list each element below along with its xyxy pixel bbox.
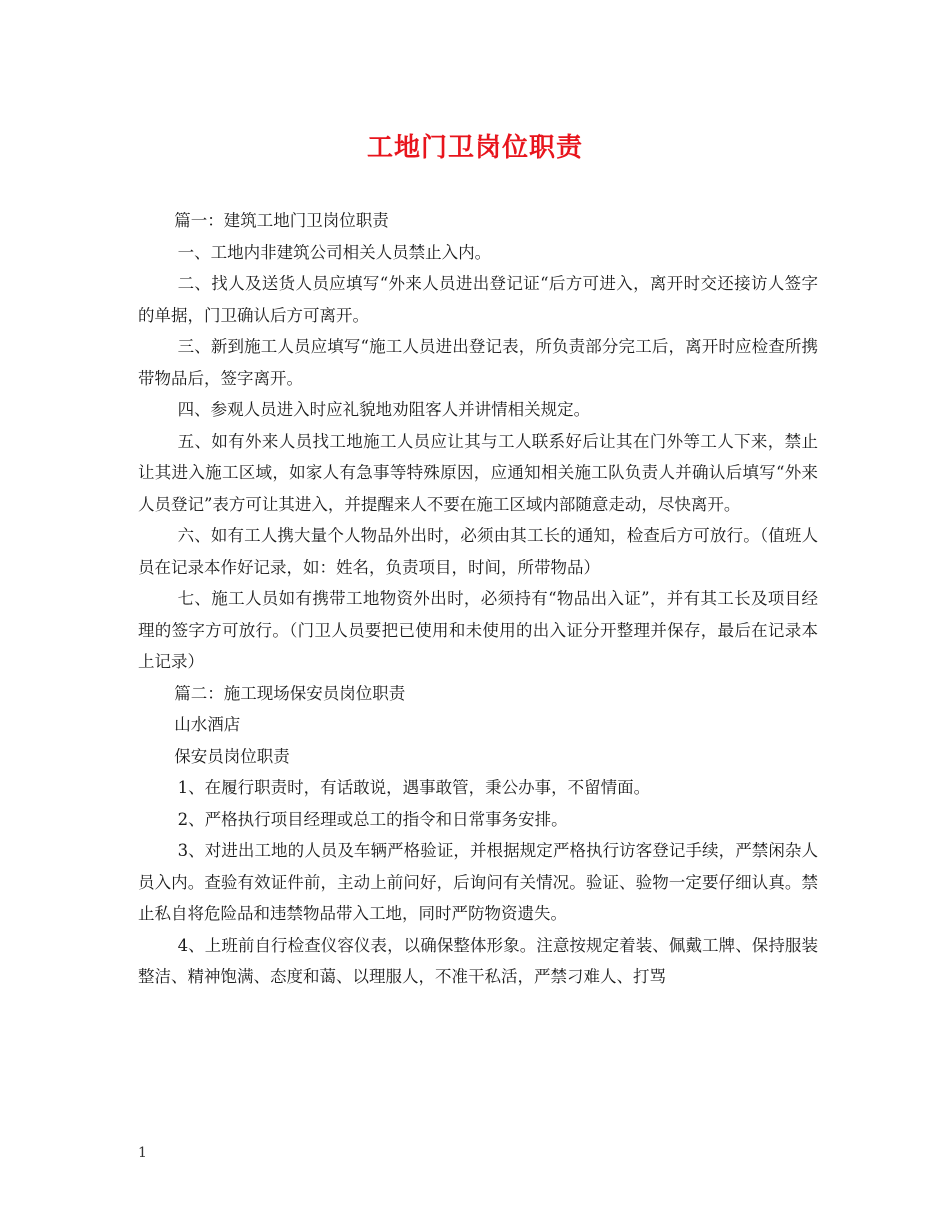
paragraph: 一、工地内非建筑公司相关人员禁止入内。 [177, 242, 492, 262]
paragraph: 二、找人及送货人员应填写“外来人员进出登记证“后方可进入，离开时交还接访人签字的单据，门卫确认后方可离开。 [138, 274, 818, 325]
section-heading-1: 篇一：建筑工地门卫岗位职责 [174, 211, 389, 230]
paragraph: 七、施工人员如有携带工地物资外出时，必须持有“物品出入证”，并有其工长及项目经理的签字方可放行。（门卫人员要把已使用和未使用的出入证分开整理并保存，最后在记录本上记录） [138, 589, 818, 671]
page-number: 1 [138, 1145, 147, 1161]
paragraph: 三、新到施工人员应填写“施工人员进出登记表，所负责部分完工后，离开时应检查所携带物品后，签字离开。 [138, 337, 818, 388]
paragraph: 4、上班前自行检查仪容仪表，以确保整体形象。注意按规定着装、佩戴工牌、保持服装整洁、精神饱满、态度和蔼、以理服人，不准干私活，严禁刁难人、打骂 [138, 935, 818, 986]
paragraph: 四、参观人员进入时应礼貌地劝阻客人并讲情相关规定。 [177, 400, 591, 419]
document-body [138, 205, 818, 993]
paragraph: 2、严格执行项目经理或总工的指令和日常事务安排。 [177, 809, 568, 829]
paragraph: 1、在履行职责时，有话敢说，遇事敢管，秉公办事，不留情面。 [177, 778, 651, 797]
document-title: 工地门卫岗位职责 [366, 133, 583, 163]
section-heading-2: 篇二：施工现场保安员岗位职责 [174, 683, 406, 703]
paragraph: 六、如有工人携大量个人物品外出时，必须由其工长的通知，检查后方可放行。（值班人员在记录本作好记录，如：姓名，负责项目，时间，所带物品） [138, 526, 818, 577]
paragraph: 山水酒店 [174, 715, 241, 734]
paragraph: 保安员岗位职责 [174, 746, 290, 766]
paragraph: 五、如有外来人员找工地施工人员应让其与工人联系好后让其在门外等工人下来，禁止让其进入施工区域，如家人有急事等特殊原因，应通知相关施工队负责人并确认后填写“外来人员登记”表方可让其进入，并提醒来人不要在施工区域内部随意走动，尽快离开。 [138, 431, 818, 514]
paragraph: 3、对进出工地的人员及车辆严格验证，并根据规定严格执行访客登记手续，严禁闲杂人员入内。查验有效证件前，主动上前问好，后询问有关情况。验证、验物一定要仔细认真。禁止私自将危险品和违禁物品带入工地，同时严防物资遗失。 [138, 841, 818, 923]
